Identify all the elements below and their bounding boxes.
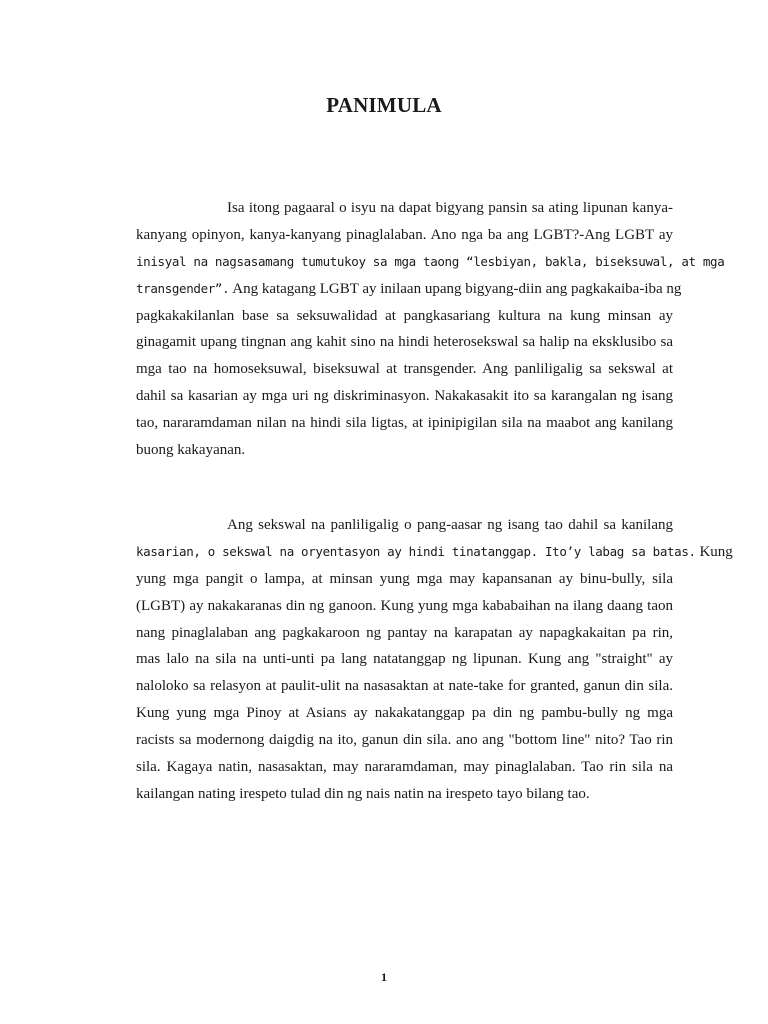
text-line: racists sa modernong daigdig na ito, ganun din sila. ano ang "bottom line" nito? Tao rin [136, 732, 673, 749]
text-line: kailangan nating irespeto tulad din ng nais natin na irespeto tayo bilang tao. [136, 785, 590, 802]
text-line: buong kakayanan. [136, 442, 246, 459]
text-line: Kung yung mga Pinoy at Asians ay nakakatanggap pa din ng pambu-bully ng mga [136, 705, 673, 722]
text-line: sila. Kagaya natin, nasasaktan, may nararamdaman, may pinaglalaban. Tao rin sila na [136, 759, 673, 776]
text-line: mga tao na homoseksuwal, biseksuwal at transgender. Ang panliligalig sa sekswal at [136, 361, 673, 378]
text-line: tao, nararamdaman nilan na hindi sila ligtas, at ipinipigilan sila na maabot ang kanilang [136, 415, 673, 432]
text-line: Ang sekswal na panliligalig o pang-aasar ng isang tao dahil sa kanilang [227, 517, 673, 533]
text-line: nang pinaglalaban ang pagkakaroon ng pantay na karapatan ay napagkakaitan pa rin, [136, 624, 673, 641]
text-segment: Ang katagang LGBT ay inilaan upang bigyang-diin ang pagkakaiba-iba ng [232, 280, 682, 297]
page-number: 1 [381, 970, 387, 984]
text-line: dahil sa kasarian ay mga uri ng diskriminasyon. Nakakasakit ito sa karangalan ng isang [136, 388, 673, 405]
text-line: ginagamit upang tingnan ang kahit sino na hindi heterosekswal sa halip na eksklusibo sa [136, 334, 673, 351]
text-line: naloloko sa relasyon at paulit-ulit na nasasaktan at nate-take for granted, ganun din sila. [136, 678, 673, 695]
text-line: yung mga pangit o lampa, at minsan yung mga may kapansanan ay binu-bully, sila [136, 570, 673, 587]
paragraph-1 [136, 195, 725, 464]
text-line: pagkakakilanlan base sa seksuwalidad at pangkasariang kultura na kung minsan ay [136, 307, 673, 324]
text-line: kanyang opinyon, kanya-kanyang pinaglalaban. Ano nga ba ang LGBT?-Ang LGBT ay [136, 226, 673, 243]
text-line: Isa itong pagaaral o isyu na dapat bigyang pansin sa ating lipunan kanya- [227, 200, 673, 216]
text-segment: kasarian, o sekswal na oryentasyon ay hindi tinatanggap. Ito’y labag sa batas. [136, 543, 696, 559]
paragraph-2 [136, 512, 733, 808]
page-title: PANIMULA [326, 93, 442, 117]
text-line [136, 276, 682, 303]
text-segment: transgender”. [136, 280, 230, 296]
text-line: (LGBT) ay nakakaranas din ng ganoon. Kung yung mga kababaihan na ilang daang taon [136, 597, 673, 614]
text-line [136, 539, 733, 566]
text-line: inisyal na nagsasamang tumutukoy sa mga taong “lesbiyan, bakla, biseksuwal, at mga [136, 253, 725, 269]
text-segment: Kung [699, 543, 733, 560]
text-line: mas lalo na sila na unti-unti pa lang natatanggap ng lipunan. Kung ang "straight" ay [136, 651, 673, 668]
